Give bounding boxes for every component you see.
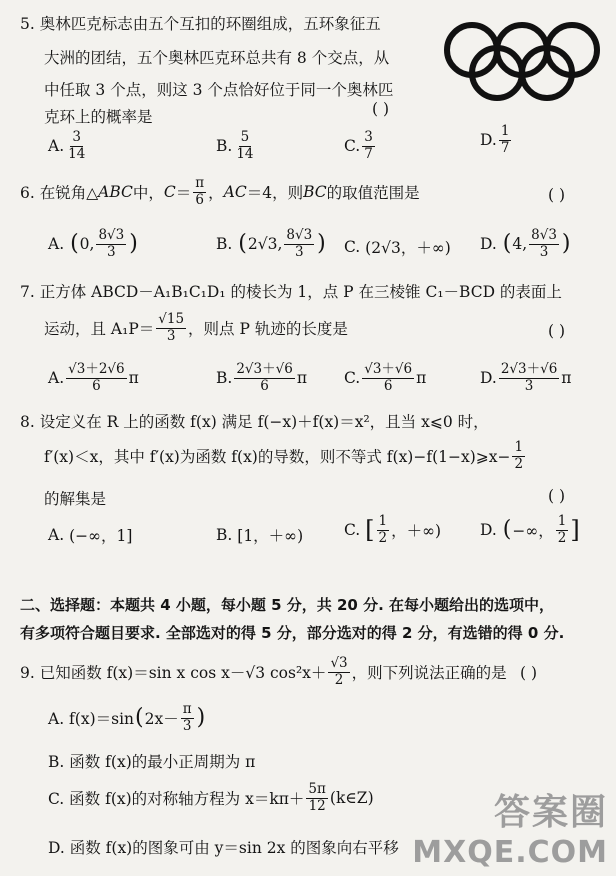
q5-answer-paren: ( ) [372,100,390,118]
q5-option-d: D. $\frac{1}{7}$ [480,123,510,156]
q8-line2: f′(x)＜x，其中 f′(x)为函数 f(x)的导数，则不等式 f(x)−f(1−x)⩾x− $\frac{1}{2}$ [44,439,524,472]
q6-stem: 6. 在锐角△ ABC 中， C ＝ $\frac{\pi}{6}$ ， AC ＝4，则 BC 的取值范围是 [20,175,420,208]
q9-option-c: C. 函数 f(x)的对称轴方程为 x＝kπ＋ $\frac{5\pi}{12}$ (k∈Z) [48,781,374,814]
q5-line3: 中任取 3 个点，则这 3 个点恰好位于同一个奥林匹 [44,81,394,99]
q6-option-c: C. (2√3，＋∞) [344,238,451,257]
q5-option-b: B. $\frac{5}{14}$ [216,129,254,162]
q7-option-a: A. $\frac{√3+2√6}{6}$ π [48,361,139,394]
q6-option-a: A. ( 0, $\frac{8√3}{3}$ ) [48,227,138,260]
q5-line1: 5. 奥林匹克标志由五个互扣的环圈组成，五环象征五 [20,15,381,33]
q8-option-d: D. ( −∞， $\frac{1}{2}$ ] [480,513,580,546]
olympic-rings-icon [440,18,605,103]
q9-option-a: A. f(x)＝sin ( 2x－ $\frac{\pi}{3}$ ) [48,701,206,734]
watermark-title: 答案圈 [493,792,608,833]
q7-option-d: D. $\frac{2√3+√6}{3}$ π [480,361,572,394]
q8-option-a: A. (−∞，1] [48,526,133,545]
q7-answer-paren: ( ) [548,322,566,340]
q7-line1: 7. 正方体 ABCD－A₁B₁C₁D₁ 的棱长为 1，点 P 在三棱锥 C₁－BCD 的表面上 [20,283,562,301]
q7-line2: 运动，且 A₁P＝ $\frac{√15}{3}$ ，则点 P 轨迹的长度是 [44,311,348,344]
section2-line1: 二、选择题：本题共 4 小题，每小题 5 分，共 20 分. 在每小题给出的选项中， [20,596,555,614]
q8-answer-paren: ( ) [548,487,566,505]
q7-option-b: B. $\frac{2√3+√6}{6}$ π [216,361,307,394]
q8-line1: 8. 设定义在 R 上的函数 f(x) 满足 f(−x)＋f(x)＝x²，且当 x⩽0 时， [20,413,489,431]
watermark-url: MXQE.COM [412,835,608,870]
q9-option-d: D. 函数 f(x)的图象可由 y＝sin 2x 的图象向右平移 [48,839,399,857]
q8-option-c: C. [ $\frac{1}{2}$ ，＋∞) [344,513,442,546]
q7-option-c: C. $\frac{√3+√6}{6}$ π [344,361,427,394]
q9-answer-paren: ( ) [520,664,538,682]
q5-option-c: C. $\frac{3}{7}$ [344,129,373,162]
q5-line4: 克环上的概率是 [44,108,153,126]
q6-option-b: B. ( 2√3, $\frac{8√3}{3}$ ) [216,227,326,260]
q5-line2: 大洲的团结，五个奥林匹克环总共有 8 个交点，从 [44,49,390,67]
q8-option-b: B. [1，＋∞) [216,526,304,545]
watermark [412,784,608,870]
q6-option-d: D. ( 4, $\frac{8√3}{3}$ ) [480,227,571,260]
section2-line2: 有多项符合题目要求. 全部选对的得 5 分，部分选对的得 2 分，有选错的得 0 分. [20,624,565,642]
q9-option-b: B. 函数 f(x)的最小正周期为 π [48,753,256,771]
q6-answer-paren: ( ) [548,186,566,204]
q8-line3: 的解集是 [44,490,107,508]
q5-option-a: A. $\frac{3}{14}$ [48,129,86,162]
q9-stem: 9. 已知函数 f(x)＝sin x cos x－√3 cos²x＋ $\frac{√3}{2}$ ，则下列说法正确的是 [20,655,507,688]
